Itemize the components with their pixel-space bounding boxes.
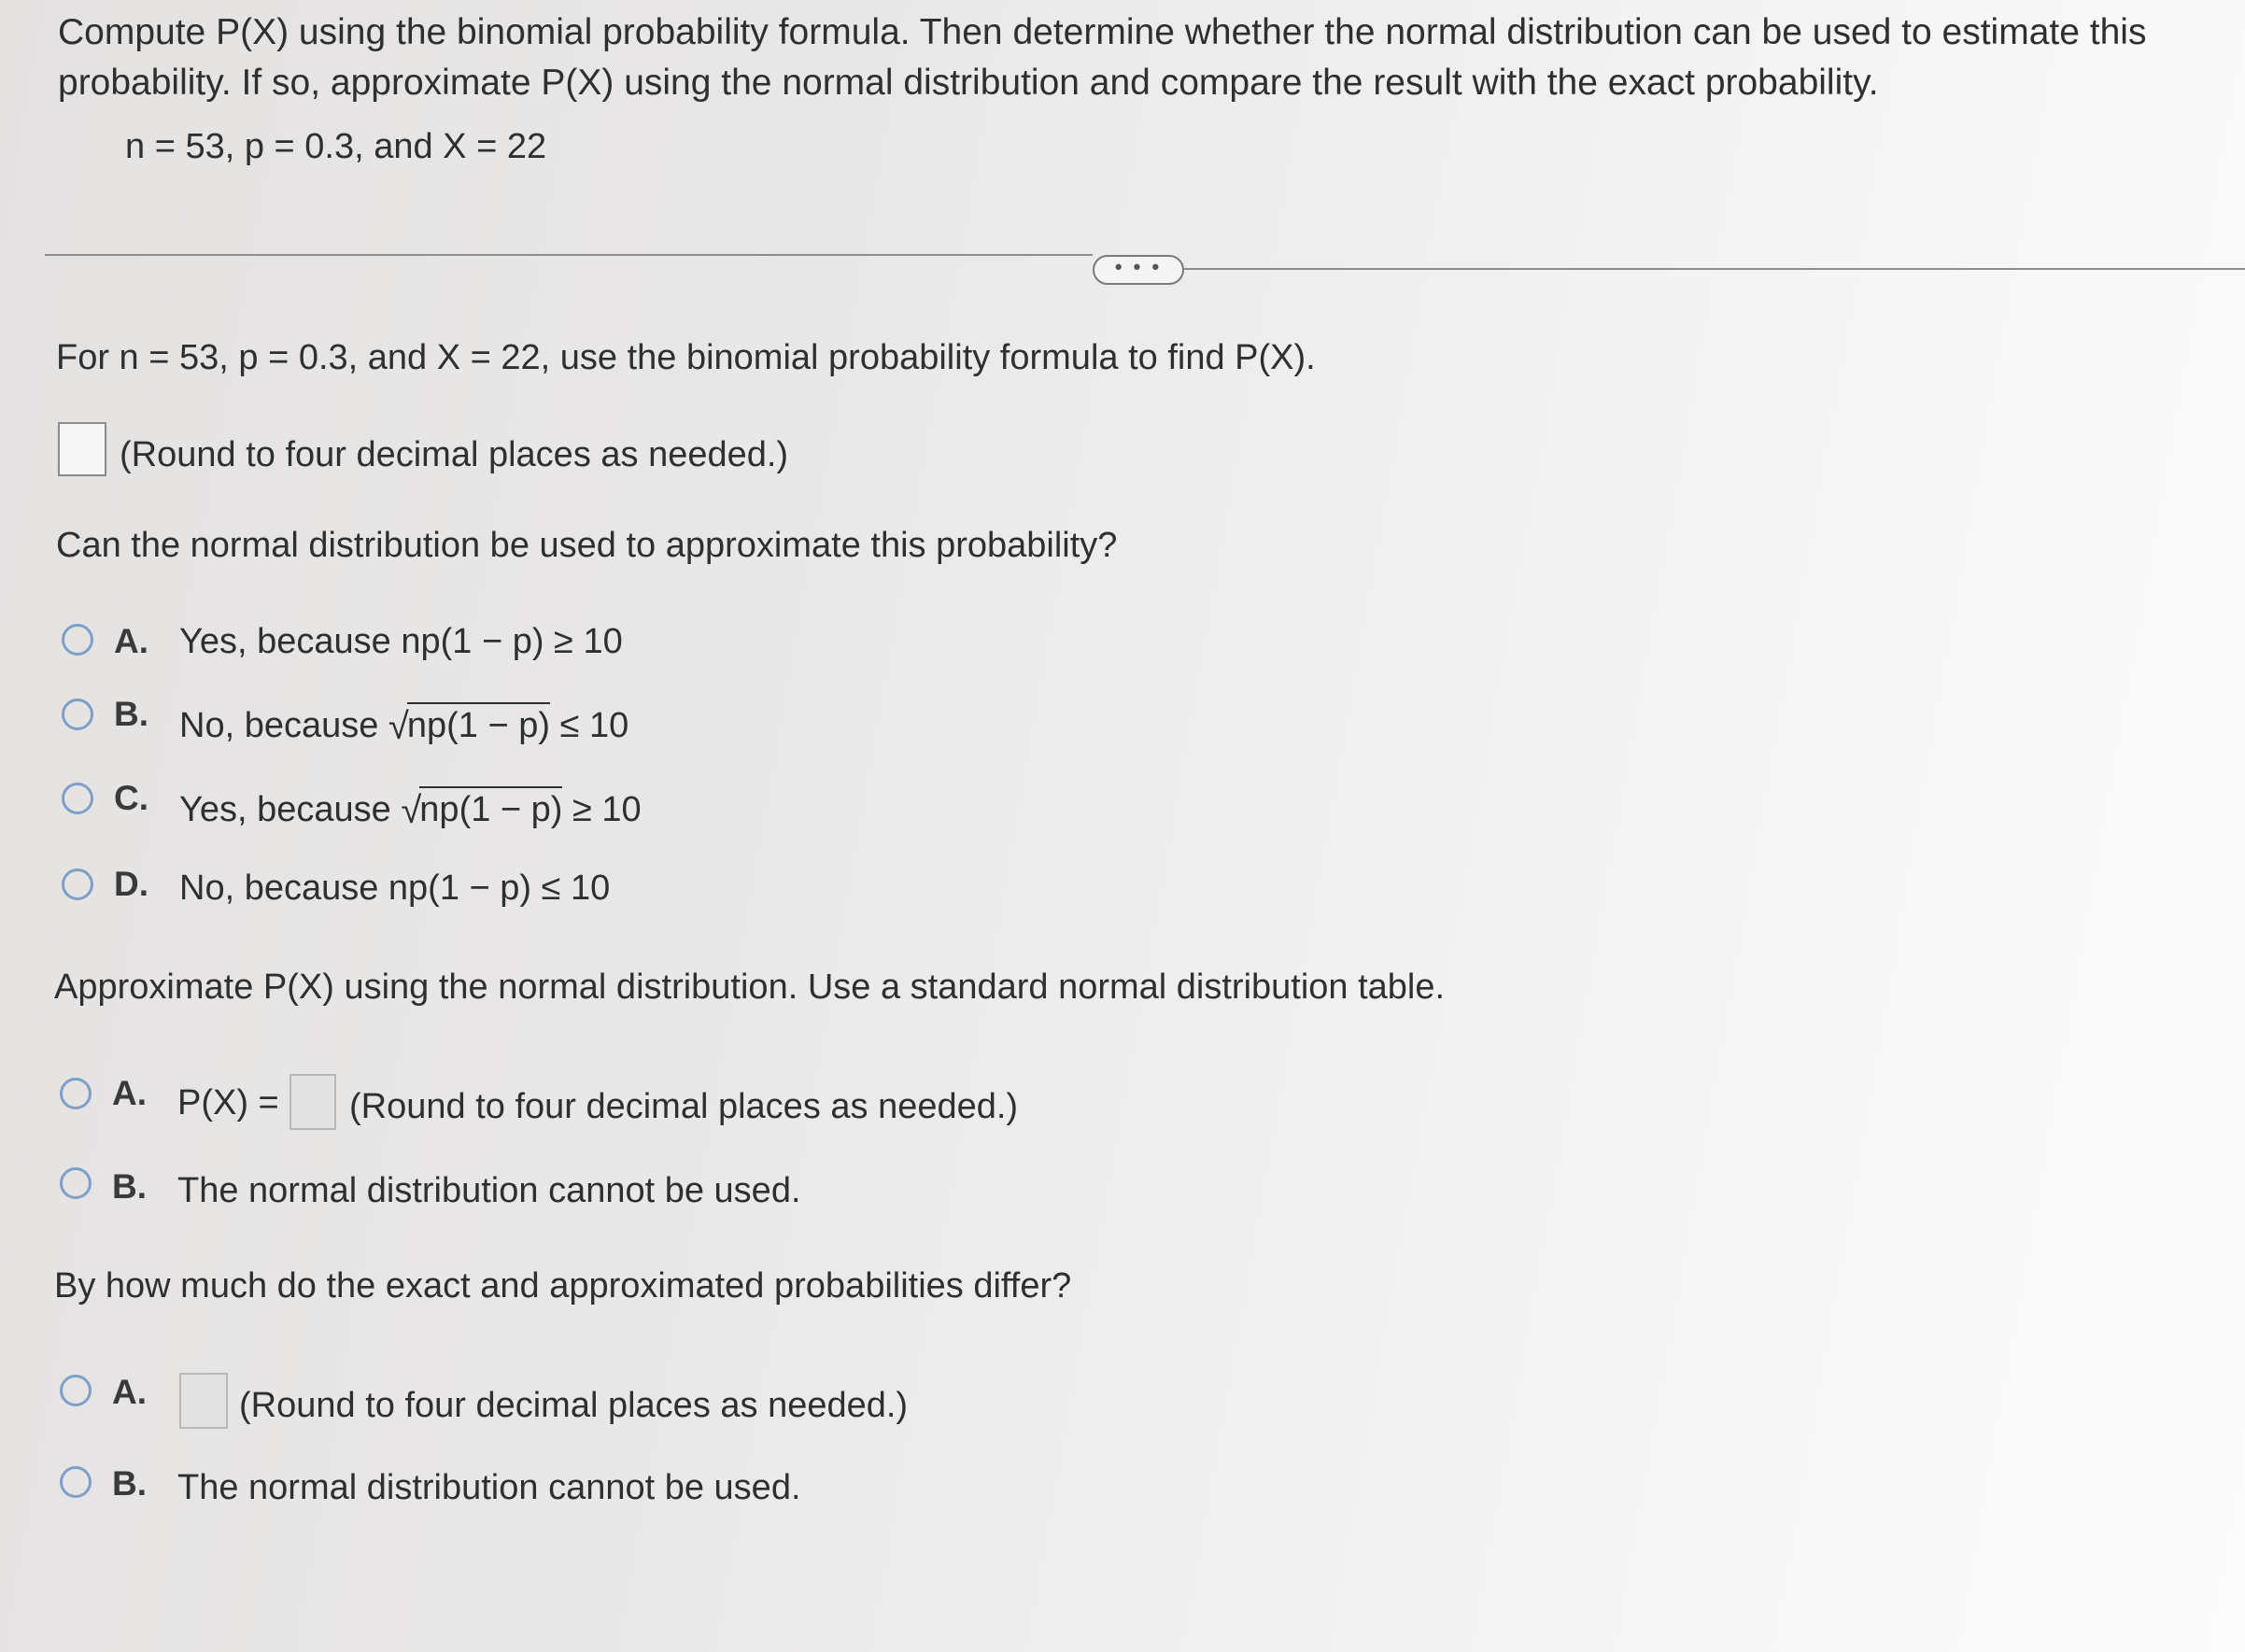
part3-option-b-text: The normal distribution cannot be used.	[177, 1171, 801, 1210]
part2-option-b-letter: B.	[114, 695, 148, 733]
part2-option-c-suffix: ≥ 10	[562, 790, 642, 829]
part3-prompt: Approximate P(X) using the normal distribution. Use a standard normal distribution table.	[54, 967, 1446, 1007]
part2-option-c-letter: C.	[114, 779, 148, 817]
part3-answer-input[interactable]	[289, 1074, 336, 1130]
part2-option-a-text: Yes, because np(1 − p) ≥ 10	[179, 622, 623, 661]
part3-option-b-letter: B.	[112, 1167, 147, 1206]
part4-answer-input[interactable]	[179, 1373, 228, 1429]
part1-round-note: (Round to four decimal places as needed.)	[120, 435, 789, 474]
part3-option-a-letter: A.	[112, 1074, 147, 1112]
part3-option-a-radio[interactable]	[60, 1078, 92, 1109]
part2-option-b-text	[179, 702, 628, 746]
part2-option-a-radio[interactable]	[62, 624, 93, 656]
part2-option-b-radio[interactable]	[62, 699, 93, 730]
part4-option-a-radio[interactable]	[60, 1375, 92, 1406]
part4-round-note: (Round to four decimal places as needed.)	[239, 1386, 909, 1425]
sqrt-radicand: np(1 − p)	[419, 786, 562, 830]
part4-option-b-text: The normal distribution cannot be used.	[177, 1468, 801, 1507]
part2-option-b-suffix: ≤ 10	[550, 706, 629, 745]
part2-option-c-prefix: Yes, because	[179, 790, 402, 829]
sqrt-radicand: np(1 − p)	[407, 702, 550, 746]
part2-option-d-radio[interactable]	[62, 868, 93, 900]
part2-option-c-text	[179, 786, 642, 830]
sqrt-icon: √	[401, 790, 422, 831]
part3-option-a-label: P(X) =	[177, 1083, 279, 1123]
part2-option-b-prefix: No, because	[179, 706, 388, 745]
more-button[interactable]: • • •	[1093, 255, 1184, 285]
sqrt-expression	[388, 702, 550, 746]
part2-option-d-letter: D.	[114, 865, 148, 903]
given-values: n = 53, p = 0.3, and X = 22	[125, 127, 547, 166]
question-instructions: Compute P(X) using the binomial probability formula. Then determine whether the normal distribution can be used to estimate this probability. If so, approximate P(X) using the normal distribution and compare the result with the exact probability.	[58, 12, 2147, 103]
part2-option-c-radio[interactable]	[62, 783, 93, 814]
part4-prompt: By how much do the exact and approximated probabilities differ?	[54, 1266, 1072, 1306]
part2-option-a-letter: A.	[114, 622, 148, 660]
part3-round-note: (Round to four decimal places as needed.)	[349, 1087, 1019, 1126]
sqrt-expression	[401, 786, 562, 830]
part4-option-a-letter: A.	[112, 1373, 147, 1411]
sqrt-icon: √	[388, 706, 409, 747]
part1-answer-input[interactable]	[58, 422, 106, 476]
part4-option-b-radio[interactable]	[60, 1466, 92, 1498]
part3-option-b-radio[interactable]	[60, 1167, 92, 1199]
part1-prompt: For n = 53, p = 0.3, and X = 22, use the binomial probability formula to find P(X).	[56, 338, 1316, 377]
divider-left	[45, 254, 1093, 256]
part2-prompt: Can the normal distribution be used to approximate this probability?	[56, 526, 1118, 565]
divider-right	[1184, 268, 2245, 270]
part2-option-d-text: No, because np(1 − p) ≤ 10	[179, 868, 611, 908]
part4-option-b-letter: B.	[112, 1464, 147, 1503]
